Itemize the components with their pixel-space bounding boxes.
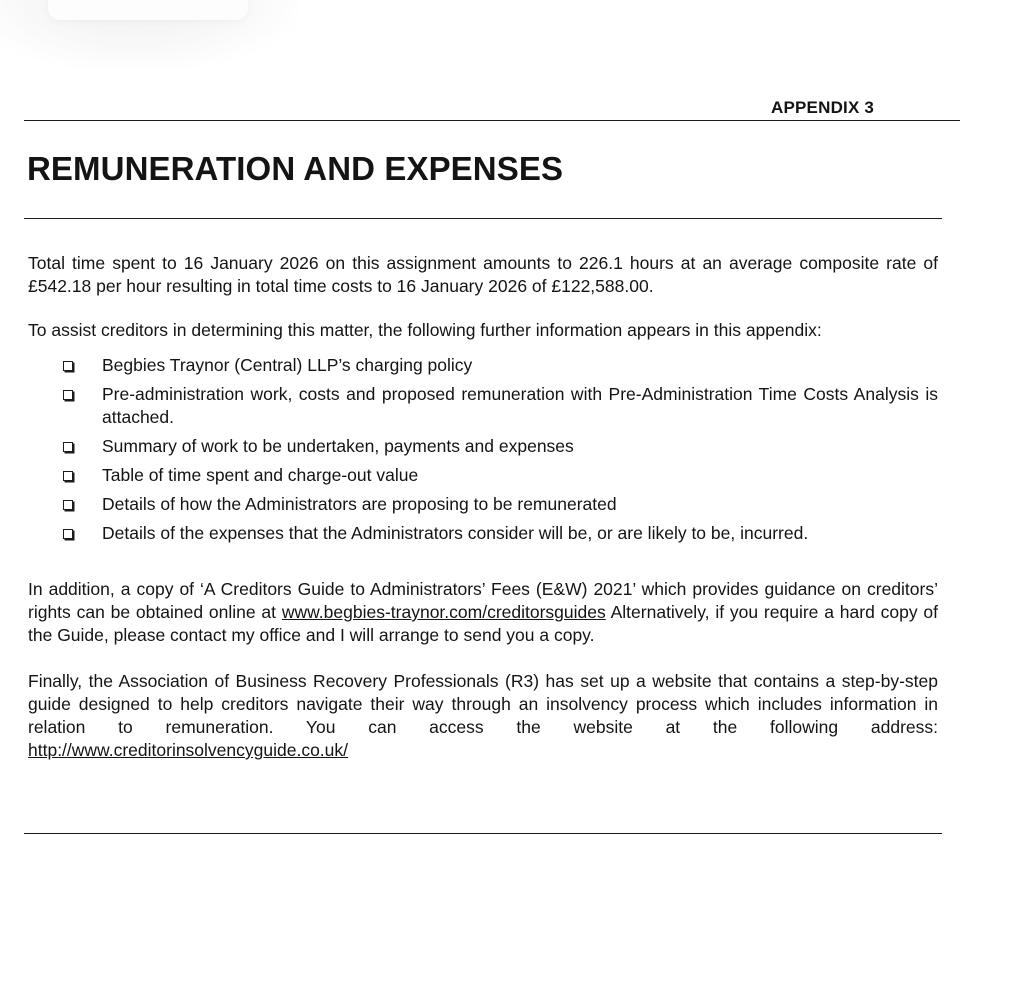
list-item-text: Table of time spent and charge-out value [102, 465, 419, 485]
creditors-guide-text-before: In addition, a copy of ‘A Creditors Guide to Administrators’ Fees (E&W) 2021’ which provides guidance on creditors’ rights can be obtained online at [28, 579, 938, 622]
checkbox-bullet-icon [63, 390, 73, 400]
insolvency-guide-link[interactable]: http://www.creditorinsolvencyguide.co.uk/ [28, 740, 349, 760]
list-item-text: Pre-administration work, costs and proposed remuneration with Pre-Administration Time Costs Analysis is attached. [102, 384, 938, 427]
list-item-text: Details of the expenses that the Administrators consider will be, or are likely to be, incurred. [102, 523, 809, 543]
checkbox-bullet-icon [63, 361, 73, 371]
footer-rule [24, 833, 942, 834]
list-item [58, 383, 938, 429]
list-item-text: Details of how the Administrators are proposing to be remunerated [102, 494, 617, 514]
checkbox-bullet-icon [63, 471, 73, 481]
creditors-guide-link[interactable]: www.begbies-traynor.com/creditorsguides [281, 602, 606, 622]
list-item [58, 464, 938, 487]
list-item [58, 522, 938, 545]
creditors-guide-text-after: Alternatively, if you require a hard copy of the Guide, please contact my office and I will arrange to send you a copy. [28, 602, 939, 645]
title-rule [24, 218, 942, 219]
checkbox-bullet-icon [63, 442, 73, 452]
header-rule [24, 120, 960, 121]
page-corner-card [48, 0, 248, 20]
list-item-text: Summary of work to be undertaken, payments and expenses [102, 436, 574, 456]
list-item-text: Begbies Traynor (Central) LLP’s charging policy [102, 355, 473, 375]
list-item [58, 493, 938, 516]
checkbox-bullet-icon [63, 500, 73, 510]
r3-text: Finally, the Association of Business Recovery Professionals (R3) has set up a website that contains a step-by-step guide designed to help creditors navigate their way through an insolvency process which includes information in relation to remuneration. You can access the website at the following address: [28, 671, 938, 737]
page-title: REMUNERATION AND EXPENSES [27, 150, 564, 187]
appendix-items-list [58, 354, 938, 551]
time-spent-paragraph: Total time spent to 16 January 2026 on this assignment amounts to 226.1 hours at an average composite rate of £542.18 per hour resulting in total time costs to 16 January 2026 of £122,588.00. [28, 253, 938, 296]
list-item [58, 435, 938, 458]
creditors-guide-paragraph [28, 578, 938, 647]
appendix-label: APPENDIX 3 [771, 98, 875, 117]
r3-paragraph [28, 670, 938, 762]
list-item [58, 354, 938, 377]
intro-paragraph: To assist creditors in determining this matter, the following further information appears in this appendix: [28, 320, 822, 340]
checkbox-bullet-icon [63, 529, 73, 539]
